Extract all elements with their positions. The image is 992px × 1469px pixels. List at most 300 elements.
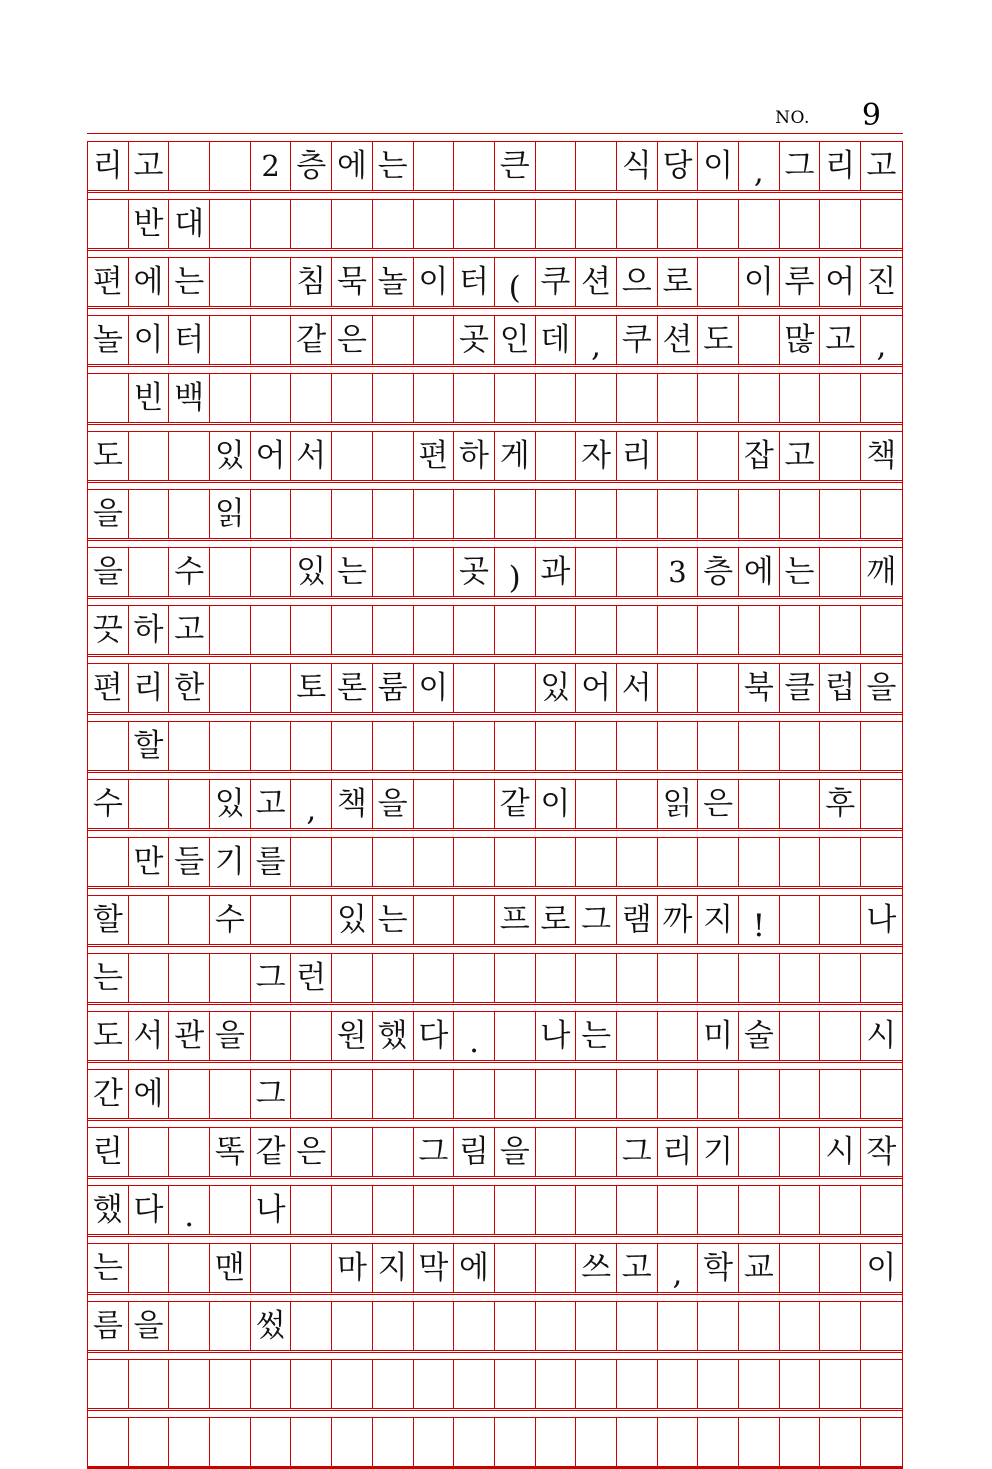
manuscript-cell-filled: 지 [373,1244,414,1293]
manuscript-cell-empty [414,606,455,655]
manuscript-cell-empty [129,780,170,829]
manuscript-cell-empty [698,606,739,655]
manuscript-cell-empty [373,490,414,539]
manuscript-cell-filled: 같 [251,1128,292,1177]
manuscript-cell-empty [210,722,251,771]
manuscript-cell-empty [536,200,577,249]
manuscript-cell-empty [576,374,617,423]
manuscript-cell-empty [617,490,658,539]
manuscript-cell-empty [820,432,861,481]
manuscript-cell-empty [291,374,332,423]
manuscript-cell-empty [129,548,170,597]
manuscript-cell-empty [454,664,495,713]
manuscript-cell-empty [251,258,292,307]
manuscript-cell-filled: 읽 [210,490,251,539]
manuscript-cell-empty [332,200,373,249]
manuscript-cell-filled: 서 [617,664,658,713]
manuscript-cell-filled: 나 [251,1186,292,1235]
manuscript-cell-empty [739,316,780,365]
manuscript-cell-filled: 책 [861,432,902,481]
manuscript-cell-filled: 곳 [454,316,495,365]
manuscript-cell-filled: 있 [332,896,373,945]
manuscript-cell-empty [698,722,739,771]
manuscript-cell-filled: 데 [536,316,577,365]
manuscript-cell-empty [129,490,170,539]
manuscript-cell-empty [454,1186,495,1235]
manuscript-row [87,663,903,714]
manuscript-cell-empty [576,780,617,829]
manuscript-cell-empty [169,780,210,829]
manuscript-cell-empty [495,606,536,655]
manuscript-cell-empty [373,954,414,1003]
manuscript-cell-filled: 이 [739,258,780,307]
manuscript-cell-empty [536,838,577,887]
manuscript-row [87,953,903,1004]
manuscript-cell-filled: 론 [332,664,373,713]
manuscript-cell-filled: 시 [861,1012,902,1061]
manuscript-cell-empty [373,1186,414,1235]
manuscript-cell-filled: 런 [291,954,332,1003]
manuscript-cell-empty [739,1302,780,1351]
manuscript-cell-filled: 에 [454,1244,495,1293]
manuscript-cell-empty [576,1128,617,1177]
manuscript-cell-empty [861,606,902,655]
manuscript-cell-empty [332,954,373,1003]
manuscript-cell-empty [332,374,373,423]
manuscript-cell-filled: 백 [169,374,210,423]
manuscript-cell-filled: 션 [576,258,617,307]
manuscript-cell-filled: 많 [780,316,821,365]
manuscript-cell-filled: 터 [169,316,210,365]
manuscript-cell-filled: 편 [88,664,129,713]
manuscript-cell-empty [373,1360,414,1409]
manuscript-cell-empty [373,316,414,365]
manuscript-cell-empty [536,1128,577,1177]
manuscript-cell-filled: 에 [129,1070,170,1119]
manuscript-cell-filled: 후 [820,780,861,829]
manuscript-row [87,721,903,772]
manuscript-cell-empty [373,606,414,655]
manuscript-cell-empty [251,1360,292,1409]
manuscript-cell-filled: 이 [414,258,455,307]
manuscript-cell-empty [780,1302,821,1351]
manuscript-cell-empty [414,1302,455,1351]
manuscript-cell-empty [414,954,455,1003]
manuscript-cell-filled: 다 [414,1012,455,1061]
manuscript-cell-empty [617,1012,658,1061]
manuscript-cell-filled: 하 [454,432,495,481]
manuscript-cell-empty [820,548,861,597]
manuscript-cell-empty [291,838,332,887]
manuscript-row [87,1185,903,1236]
manuscript-cell-empty [332,838,373,887]
manuscript-cell-filled: 들 [169,838,210,887]
manuscript-cell-filled: 똑 [210,1128,251,1177]
manuscript-cell-empty [332,1360,373,1409]
manuscript-cell-empty [495,722,536,771]
manuscript-cell-filled: 인 [495,316,536,365]
manuscript-cell-filled: 빈 [129,374,170,423]
manuscript-cell-empty [576,200,617,249]
manuscript-cell-filled: 만 [129,838,170,887]
manuscript-cell-empty [495,1360,536,1409]
manuscript-cell-empty [88,722,129,771]
manuscript-cell-filled: 는 [169,258,210,307]
manuscript-cell-empty [414,548,455,597]
manuscript-cell-filled: 는 [373,142,414,191]
manuscript-cell-empty [536,1418,577,1467]
manuscript-row [87,199,903,250]
manuscript-cell-empty [861,200,902,249]
manuscript-cell-empty [658,1302,699,1351]
manuscript-row [87,431,903,482]
manuscript-cell-empty [820,1360,861,1409]
manuscript-cell-filled: 을 [861,664,902,713]
manuscript-cell-empty [658,432,699,481]
manuscript-cell-empty [576,838,617,887]
manuscript-row [87,141,903,192]
manuscript-cell-empty [169,896,210,945]
manuscript-cell-empty [780,722,821,771]
manuscript-cell-empty [698,838,739,887]
manuscript-cell-empty [617,374,658,423]
manuscript-cell-empty [780,896,821,945]
manuscript-cell-empty [210,1418,251,1467]
manuscript-cell-filled: 있 [536,664,577,713]
row-separator [87,598,903,605]
manuscript-cell-empty [454,1302,495,1351]
manuscript-cell-filled: 이 [698,142,739,191]
row-separator [87,772,903,779]
manuscript-row [87,1243,903,1294]
manuscript-cell-filled: 수 [88,780,129,829]
row-separator [87,482,903,489]
manuscript-cell-empty [210,374,251,423]
manuscript-cell-empty [617,1302,658,1351]
manuscript-cell-filled: , [291,780,332,829]
manuscript-cell-filled: 도 [88,1012,129,1061]
manuscript-cell-filled: 리 [820,142,861,191]
manuscript-cell-filled: 큰 [495,142,536,191]
manuscript-cell-filled: 막 [414,1244,455,1293]
manuscript-cell-empty [658,1418,699,1467]
manuscript-cell-empty [454,780,495,829]
manuscript-cell-empty [129,1360,170,1409]
manuscript-cell-empty [291,606,332,655]
manuscript-cell-empty [373,838,414,887]
manuscript-cell-filled: 에 [129,258,170,307]
manuscript-cell-empty [129,1128,170,1177]
manuscript-cell-empty [658,954,699,1003]
row-separator [87,1352,903,1359]
manuscript-cell-empty [698,1302,739,1351]
manuscript-cell-filled: 은 [332,316,373,365]
manuscript-cell-empty [414,896,455,945]
manuscript-cell-empty [291,1186,332,1235]
manuscript-cell-empty [536,432,577,481]
manuscript-cell-empty [536,954,577,1003]
manuscript-cell-empty [739,954,780,1003]
manuscript-cell-empty [536,722,577,771]
manuscript-cell-filled: 학 [698,1244,739,1293]
manuscript-cell-empty [291,200,332,249]
manuscript-cell-empty [658,722,699,771]
manuscript-row [87,257,903,308]
row-separator [87,714,903,721]
manuscript-cell-empty [861,1360,902,1409]
manuscript-cell-empty [820,838,861,887]
manuscript-cell-filled: 까 [658,896,699,945]
manuscript-cell-empty [861,838,902,887]
manuscript-cell-empty [780,954,821,1003]
manuscript-cell-empty [251,896,292,945]
manuscript-cell-filled: 나 [861,896,902,945]
row-separator [87,308,903,315]
manuscript-cell-empty [495,1418,536,1467]
manuscript-cell-empty [780,490,821,539]
manuscript-cell-empty [332,722,373,771]
manuscript-cell-filled: 게 [495,432,536,481]
manuscript-cell-filled: 어 [251,432,292,481]
manuscript-cell-empty [169,1418,210,1467]
manuscript-cell-empty [698,1186,739,1235]
manuscript-cell-empty [332,1070,373,1119]
manuscript-row [87,547,903,598]
manuscript-cell-filled: 는 [780,548,821,597]
manuscript-cell-filled: 에 [739,548,780,597]
manuscript-cell-filled: 했 [88,1186,129,1235]
manuscript-cell-filled: 깨 [861,548,902,597]
manuscript-cell-empty [576,606,617,655]
manuscript-cell-empty [576,722,617,771]
manuscript-cell-empty [454,1070,495,1119]
manuscript-cell-empty [251,1012,292,1061]
manuscript-cell-filled: 끗 [88,606,129,655]
row-separator [87,830,903,837]
manuscript-cell-filled: 을 [88,490,129,539]
manuscript-cell-empty [617,838,658,887]
manuscript-cell-empty [536,1360,577,1409]
manuscript-cell-filled: ) [495,548,536,597]
manuscript-cell-empty [861,1418,902,1467]
manuscript-cell-empty [251,1244,292,1293]
manuscript-cell-empty [454,374,495,423]
manuscript-cell-filled: 는 [576,1012,617,1061]
manuscript-cell-filled: 서 [291,432,332,481]
manuscript-cell-filled: 기 [698,1128,739,1177]
manuscript-cell-empty [210,1360,251,1409]
manuscript-cell-empty [861,1070,902,1119]
manuscript-cell-filled: 맨 [210,1244,251,1293]
manuscript-cell-empty [820,722,861,771]
manuscript-cell-empty [291,1418,332,1467]
manuscript-cell-filled: 을 [129,1302,170,1351]
manuscript-cell-filled: 이 [129,316,170,365]
manuscript-cell-filled: 작 [861,1128,902,1177]
manuscript-cell-empty [739,1418,780,1467]
manuscript-cell-empty [251,722,292,771]
manuscript-cell-empty [820,374,861,423]
manuscript-cell-empty [698,954,739,1003]
manuscript-cell-empty [861,1302,902,1351]
manuscript-cell-empty [332,432,373,481]
manuscript-cell-empty [251,606,292,655]
manuscript-cell-empty [454,838,495,887]
manuscript-cell-empty [658,1186,699,1235]
manuscript-cell-filled: 루 [780,258,821,307]
manuscript-cell-empty [414,374,455,423]
manuscript-cell-empty [780,1128,821,1177]
manuscript-cell-empty [698,1070,739,1119]
manuscript-cell-empty [780,1070,821,1119]
manuscript-cell-empty [169,722,210,771]
manuscript-cell-empty [780,1012,821,1061]
manuscript-cell-empty [251,490,292,539]
manuscript-cell-filled: 있 [210,432,251,481]
manuscript-cell-empty [820,490,861,539]
manuscript-cell-empty [210,200,251,249]
manuscript-cell-filled: 대 [169,200,210,249]
manuscript-cell-filled: 프 [495,896,536,945]
manuscript-cell-filled: ! [739,896,780,945]
manuscript-cell-empty [210,1070,251,1119]
manuscript-cell-empty [210,258,251,307]
manuscript-cell-filled: 할 [88,896,129,945]
manuscript-cell-empty [536,1244,577,1293]
manuscript-cell-filled: 리 [658,1128,699,1177]
manuscript-cell-empty [820,200,861,249]
manuscript-cell-empty [658,838,699,887]
row-separator [87,1410,903,1417]
manuscript-cell-empty [495,954,536,1003]
manuscript-cell-empty [495,1244,536,1293]
manuscript-cell-filled: 그 [251,954,292,1003]
manuscript-cell-empty [169,1360,210,1409]
manuscript-cell-empty [291,1360,332,1409]
manuscript-cell-empty [414,1418,455,1467]
manuscript-row [87,489,903,540]
manuscript-cell-filled: 림 [454,1128,495,1177]
manuscript-cell-filled: 곳 [454,548,495,597]
manuscript-cell-filled: 는 [332,548,373,597]
manuscript-cell-empty [698,490,739,539]
manuscript-cell-filled: 간 [88,1070,129,1119]
manuscript-cell-filled: 시 [820,1128,861,1177]
manuscript-cell-empty [536,1186,577,1235]
page-number: 9 [861,98,881,133]
row-separator [87,1294,903,1301]
manuscript-cell-empty [169,1244,210,1293]
manuscript-cell-empty [739,1360,780,1409]
manuscript-row [87,1417,903,1468]
manuscript-cell-filled: 지 [698,896,739,945]
manuscript-cell-filled: , [658,1244,699,1293]
manuscript-cell-filled: 그 [251,1070,292,1119]
manuscript-cell-filled: 수 [210,896,251,945]
manuscript-cell-empty [536,374,577,423]
manuscript-cell-empty [780,838,821,887]
manuscript-cell-filled: 있 [210,780,251,829]
manuscript-cell-filled: 했 [373,1012,414,1061]
manuscript-cell-empty [576,1070,617,1119]
manuscript-cell-filled: 침 [291,258,332,307]
manuscript-cell-filled: , [576,316,617,365]
manuscript-cell-filled: 리 [617,432,658,481]
manuscript-cell-empty [698,258,739,307]
manuscript-cell-empty [210,606,251,655]
manuscript-cell-empty [291,1070,332,1119]
row-separator [87,250,903,257]
manuscript-cell-empty [291,1012,332,1061]
manuscript-cell-empty [495,1070,536,1119]
manuscript-cell-empty [88,838,129,887]
manuscript-cell-filled: 름 [88,1302,129,1351]
manuscript-cell-empty [739,374,780,423]
manuscript-cell-empty [373,1070,414,1119]
page-header [87,92,903,134]
manuscript-cell-empty [495,200,536,249]
manuscript-cell-empty [169,490,210,539]
manuscript-cell-empty [780,1360,821,1409]
manuscript-cell-empty [617,954,658,1003]
manuscript-cell-empty [251,200,292,249]
manuscript-cell-empty [617,200,658,249]
manuscript-cell-empty [861,722,902,771]
manuscript-cell-empty [414,1360,455,1409]
manuscript-cell-empty [820,1186,861,1235]
manuscript-row [87,837,903,888]
manuscript-cell-filled: 럽 [820,664,861,713]
manuscript-cell-empty [698,432,739,481]
manuscript-cell-filled: 자 [576,432,617,481]
manuscript-cell-filled: 그 [617,1128,658,1177]
manuscript-cell-empty [739,780,780,829]
manuscript-cell-empty [698,664,739,713]
manuscript-cell-filled: 그 [576,896,617,945]
manuscript-cell-empty [169,1128,210,1177]
manuscript-cell-filled: 식 [617,142,658,191]
manuscript-cell-empty [536,1302,577,1351]
manuscript-cell-empty [739,1186,780,1235]
manuscript-cell-empty [861,780,902,829]
manuscript-cell-empty [658,1360,699,1409]
manuscript-cell-empty [414,1070,455,1119]
manuscript-cell-empty [617,722,658,771]
manuscript-cell-empty [861,490,902,539]
manuscript-cell-empty [739,490,780,539]
manuscript-cell-filled: 고 [169,606,210,655]
manuscript-cell-filled: 교 [739,1244,780,1293]
manuscript-cell-empty [454,490,495,539]
manuscript-cell-filled: 은 [291,1128,332,1177]
manuscript-grid [87,141,903,1468]
manuscript-cell-empty [169,954,210,1003]
manuscript-cell-empty [454,606,495,655]
manuscript-cell-empty [617,548,658,597]
manuscript-cell-filled: 다 [129,1186,170,1235]
manuscript-cell-filled: 기 [210,838,251,887]
manuscript-cell-empty [251,374,292,423]
manuscript-cell-empty [780,606,821,655]
manuscript-cell-empty [169,1302,210,1351]
manuscript-row [87,373,903,424]
row-separator [87,366,903,373]
manuscript-cell-empty [820,954,861,1003]
row-separator [87,1236,903,1243]
manuscript-row [87,1127,903,1178]
manuscript-row [87,1301,903,1352]
manuscript-cell-empty [658,1070,699,1119]
